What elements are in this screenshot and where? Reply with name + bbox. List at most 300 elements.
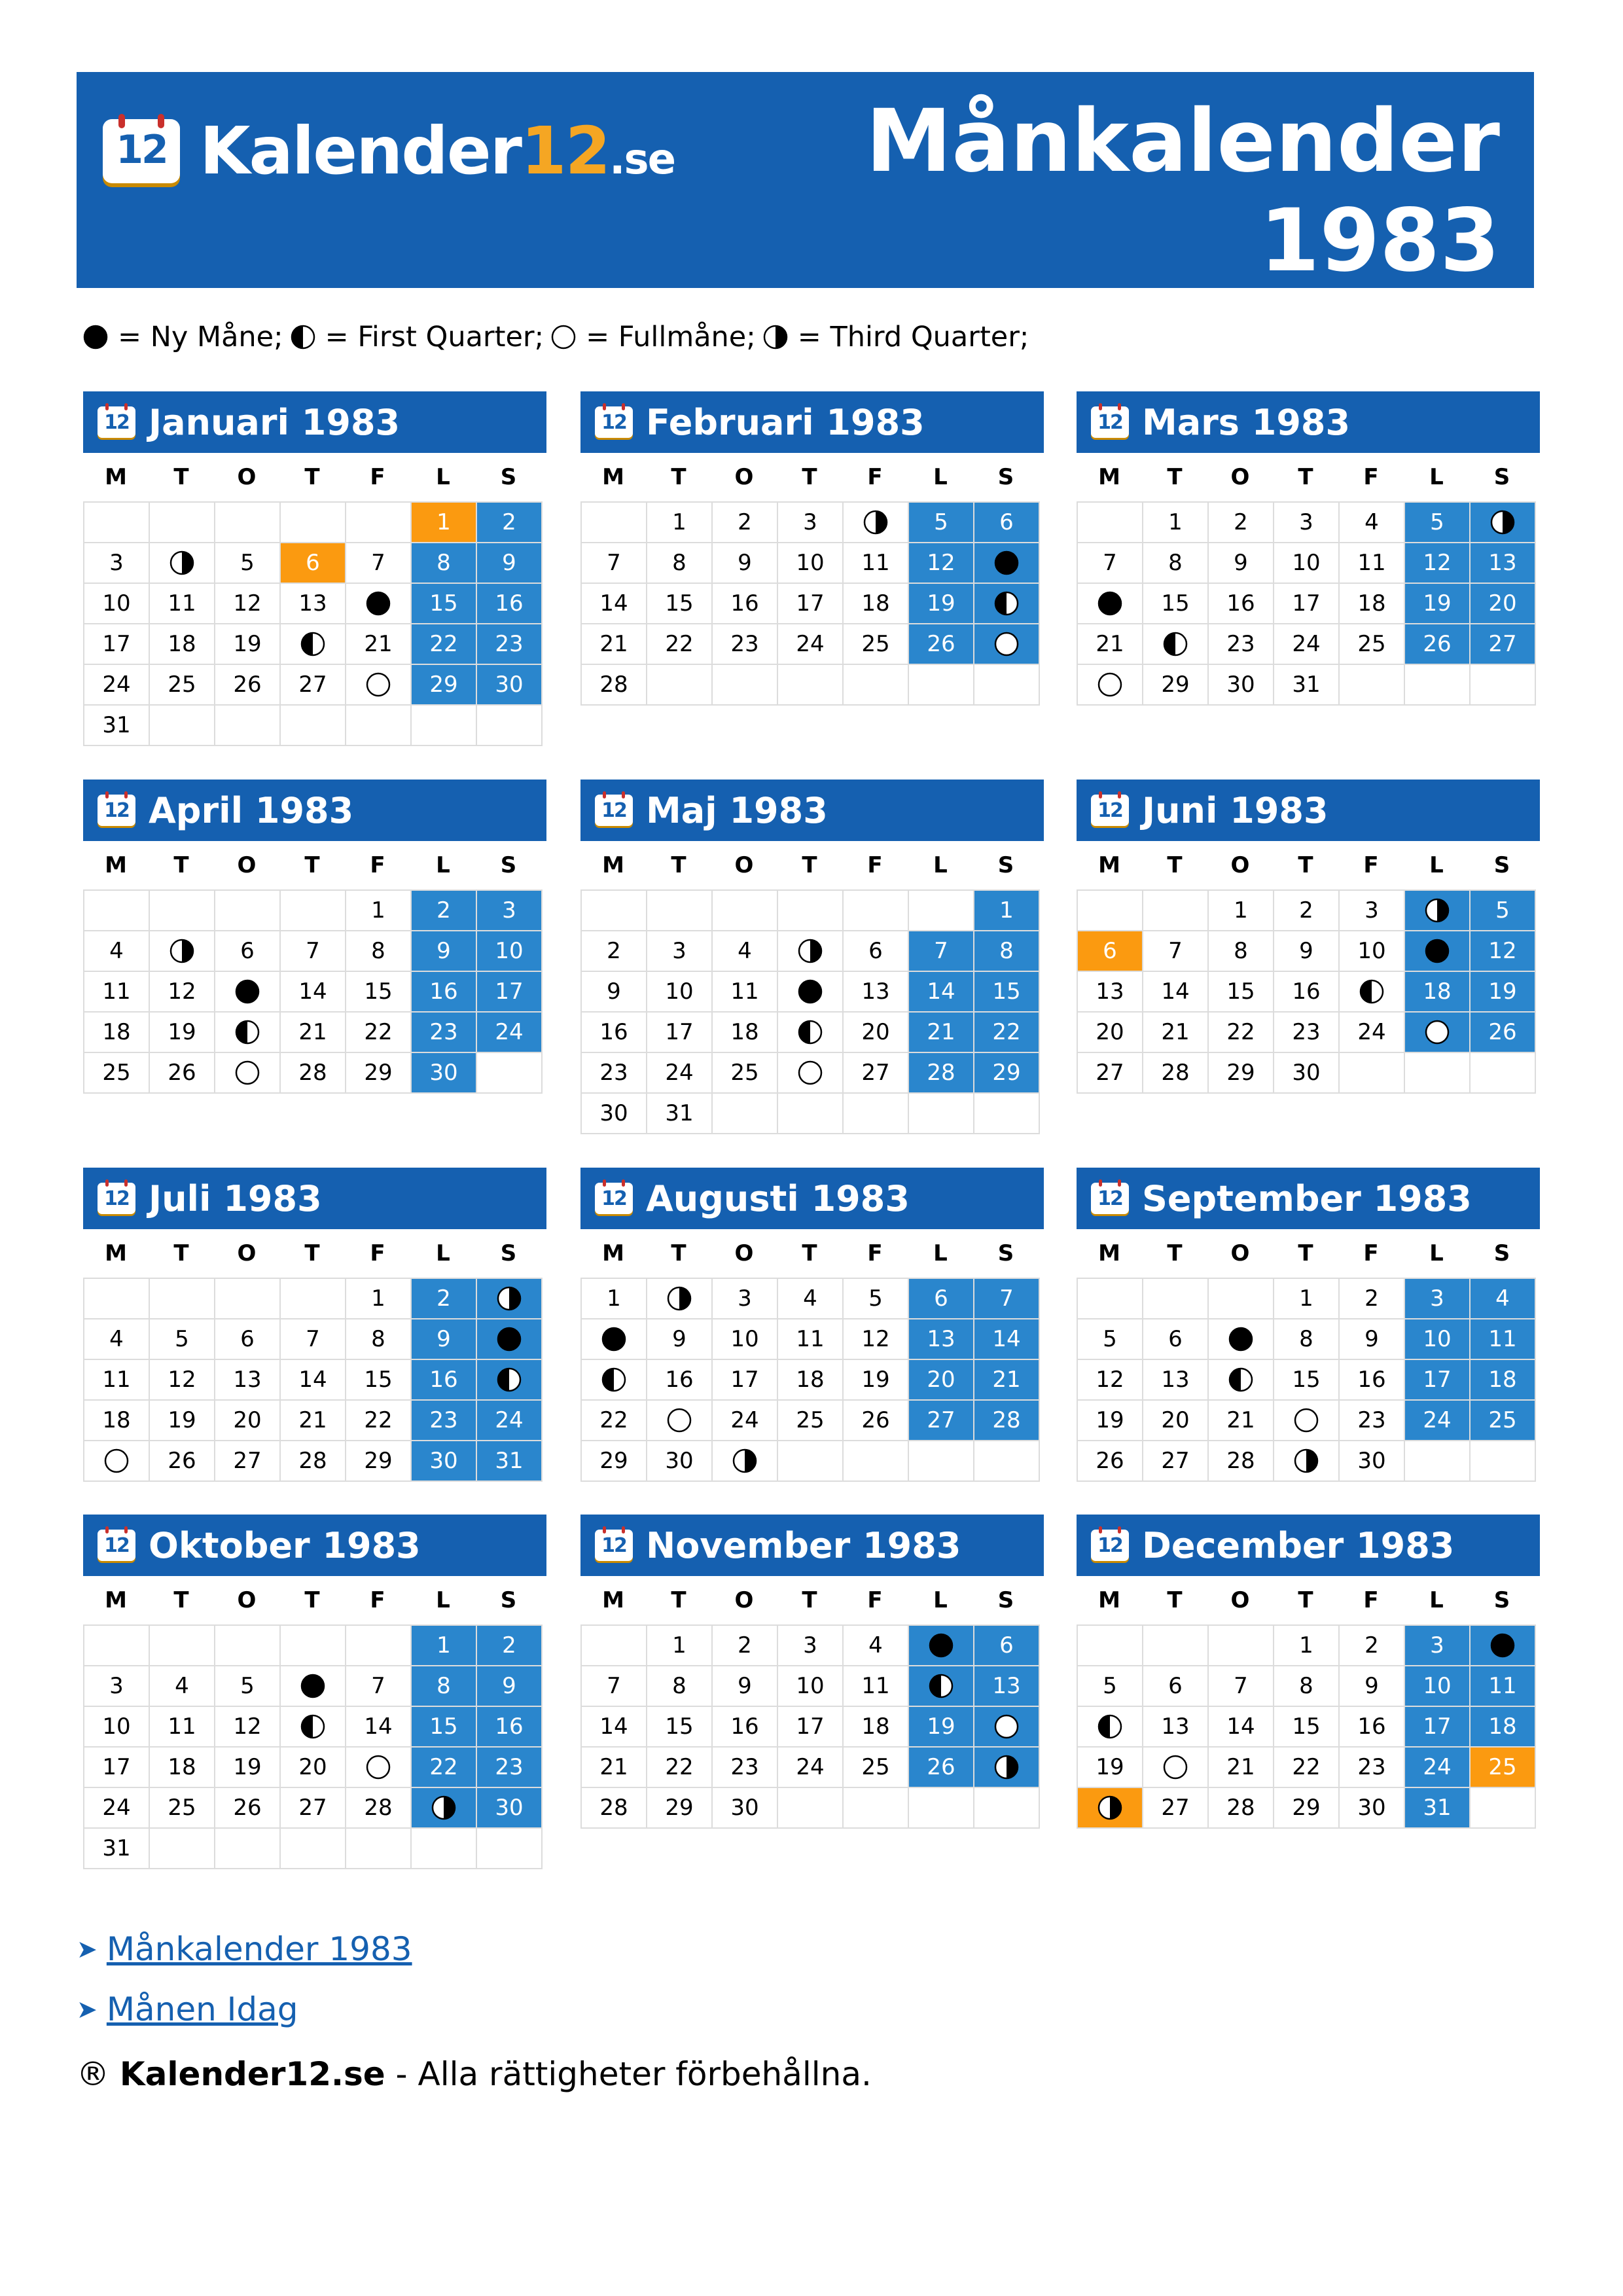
day-cell bbox=[974, 1748, 1040, 1788]
empty-day-cell bbox=[778, 1441, 844, 1482]
day-cell: 15 bbox=[346, 1360, 412, 1401]
day-cell: 17 bbox=[477, 972, 543, 1013]
day-cell: 27 bbox=[1471, 624, 1536, 665]
weekday-label: S bbox=[997, 464, 1014, 490]
day-cell: 24 bbox=[778, 624, 844, 665]
day-cell: 1 bbox=[412, 503, 477, 543]
new-moon-icon bbox=[1097, 590, 1123, 617]
day-cell: 29 bbox=[647, 1788, 713, 1829]
day-cell: 28 bbox=[1209, 1788, 1274, 1829]
day-cell: 25 bbox=[1471, 1748, 1536, 1788]
third-quarter-moon-icon bbox=[762, 324, 789, 350]
third-quarter-moon-icon bbox=[496, 1285, 522, 1312]
day-cell bbox=[1274, 1401, 1340, 1441]
day-cell: 22 bbox=[1209, 1013, 1274, 1053]
day-cell: 30 bbox=[412, 1441, 477, 1482]
footer-brand[interactable]: Kalender12.se bbox=[119, 2055, 385, 2093]
day-cell: 15 bbox=[647, 1707, 713, 1748]
day-cell: 19 bbox=[1078, 1748, 1143, 1788]
day-grid bbox=[1077, 889, 1536, 1094]
weekday-label: O bbox=[237, 1587, 257, 1613]
day-cell: 14 bbox=[582, 584, 647, 624]
day-cell: 6 bbox=[1143, 1666, 1209, 1707]
month-calendar bbox=[83, 780, 546, 1094]
day-cell: 29 bbox=[346, 1441, 412, 1482]
calendar-icon: 12 bbox=[1091, 793, 1129, 828]
month-title: Augusti 1983 bbox=[646, 1177, 910, 1219]
empty-day-cell bbox=[713, 891, 778, 931]
day-cell: 23 bbox=[582, 1053, 647, 1094]
full-moon-icon bbox=[234, 1060, 260, 1086]
empty-day-cell bbox=[1471, 1053, 1536, 1094]
empty-day-cell bbox=[909, 891, 974, 931]
weekday-label: S bbox=[997, 1240, 1014, 1266]
day-cell: 6 bbox=[1143, 1319, 1209, 1360]
day-cell: 29 bbox=[1274, 1788, 1340, 1829]
day-cell: 2 bbox=[1209, 503, 1274, 543]
month-calendar bbox=[1077, 391, 1540, 706]
day-cell: 21 bbox=[281, 1013, 346, 1053]
day-cell: 11 bbox=[150, 584, 215, 624]
day-cell: 19 bbox=[215, 1748, 281, 1788]
weekday-label: M bbox=[602, 1587, 624, 1613]
day-cell: 1 bbox=[346, 891, 412, 931]
legend-item bbox=[762, 321, 1029, 353]
day-cell: 12 bbox=[1405, 543, 1471, 584]
weekday-label: T bbox=[304, 852, 320, 878]
day-cell: 7 bbox=[909, 931, 974, 972]
day-cell: 23 bbox=[477, 1748, 543, 1788]
day-cell: 1 bbox=[1143, 503, 1209, 543]
empty-day-cell bbox=[1078, 891, 1143, 931]
day-cell: 23 bbox=[412, 1401, 477, 1441]
weekday-header bbox=[83, 1229, 541, 1278]
page-title-line1: Månkalender bbox=[865, 91, 1500, 192]
day-cell: 25 bbox=[778, 1401, 844, 1441]
day-cell: 8 bbox=[1209, 931, 1274, 972]
day-cell: 7 bbox=[346, 543, 412, 584]
day-cell: 26 bbox=[909, 624, 974, 665]
day-cell: 31 bbox=[647, 1094, 713, 1134]
full-moon-icon bbox=[993, 631, 1020, 657]
month-header bbox=[580, 1168, 1044, 1229]
day-cell: 22 bbox=[647, 1748, 713, 1788]
day-cell: 6 bbox=[215, 1319, 281, 1360]
day-cell: 28 bbox=[974, 1401, 1040, 1441]
day-cell: 1 bbox=[647, 1626, 713, 1666]
weekday-header bbox=[83, 841, 541, 889]
day-cell: 30 bbox=[1274, 1053, 1340, 1094]
day-cell bbox=[150, 931, 215, 972]
weekday-header bbox=[1077, 1229, 1535, 1278]
month-calendar bbox=[580, 391, 1044, 706]
day-cell: 22 bbox=[346, 1401, 412, 1441]
day-cell: 4 bbox=[844, 1626, 909, 1666]
day-cell: 18 bbox=[1471, 1707, 1536, 1748]
day-cell: 9 bbox=[477, 543, 543, 584]
day-cell: 16 bbox=[477, 1707, 543, 1748]
day-cell: 14 bbox=[582, 1707, 647, 1748]
day-cell: 21 bbox=[909, 1013, 974, 1053]
day-cell: 20 bbox=[909, 1360, 974, 1401]
new-moon-icon bbox=[1228, 1326, 1254, 1352]
weekday-label: L bbox=[1429, 464, 1444, 490]
calendar-icon: 12 bbox=[595, 404, 633, 440]
day-cell bbox=[281, 624, 346, 665]
empty-day-cell bbox=[1405, 1441, 1471, 1482]
day-cell: 30 bbox=[1340, 1788, 1405, 1829]
day-cell: 7 bbox=[281, 1319, 346, 1360]
day-cell bbox=[1274, 1441, 1340, 1482]
weekday-label: T bbox=[304, 464, 320, 490]
day-cell: 8 bbox=[1143, 543, 1209, 584]
empty-day-cell bbox=[1471, 1441, 1536, 1482]
day-cell bbox=[215, 1013, 281, 1053]
empty-day-cell bbox=[778, 1094, 844, 1134]
day-cell: 7 bbox=[582, 543, 647, 584]
day-cell bbox=[346, 1748, 412, 1788]
day-cell: 28 bbox=[281, 1441, 346, 1482]
weekday-label: M bbox=[1098, 1240, 1120, 1266]
day-cell: 18 bbox=[150, 1748, 215, 1788]
day-cell: 28 bbox=[1143, 1053, 1209, 1094]
month-header bbox=[83, 1168, 546, 1229]
third-quarter-moon-icon bbox=[1097, 1795, 1123, 1821]
empty-day-cell bbox=[844, 665, 909, 706]
month-header bbox=[1077, 780, 1540, 841]
day-cell: 1 bbox=[647, 503, 713, 543]
day-cell: 7 bbox=[1143, 931, 1209, 972]
day-cell: 27 bbox=[1143, 1441, 1209, 1482]
empty-day-cell bbox=[281, 891, 346, 931]
weekday-label: S bbox=[500, 1587, 517, 1613]
link-moon-today[interactable]: Månen Idag bbox=[106, 1990, 298, 2028]
day-cell: 3 bbox=[1340, 891, 1405, 931]
day-cell: 12 bbox=[215, 1707, 281, 1748]
day-cell: 21 bbox=[1143, 1013, 1209, 1053]
day-cell bbox=[477, 1319, 543, 1360]
empty-day-cell bbox=[778, 891, 844, 931]
day-cell: 16 bbox=[647, 1360, 713, 1401]
day-cell: 8 bbox=[346, 1319, 412, 1360]
day-cell: 14 bbox=[346, 1707, 412, 1748]
day-grid bbox=[83, 501, 543, 746]
empty-day-cell bbox=[1340, 665, 1405, 706]
empty-day-cell bbox=[909, 665, 974, 706]
weekday-label: F bbox=[1363, 1587, 1379, 1613]
month-title: Oktober 1983 bbox=[149, 1524, 421, 1566]
weekday-header bbox=[1077, 1576, 1535, 1624]
day-cell: 23 bbox=[1340, 1748, 1405, 1788]
empty-day-cell bbox=[778, 1788, 844, 1829]
day-cell: 16 bbox=[1340, 1360, 1405, 1401]
day-cell: 5 bbox=[1471, 891, 1536, 931]
link-item bbox=[77, 1923, 412, 1975]
day-cell: 30 bbox=[1340, 1441, 1405, 1482]
weekday-label: T bbox=[1167, 852, 1183, 878]
day-cell: 15 bbox=[1143, 584, 1209, 624]
day-cell bbox=[281, 1666, 346, 1707]
day-cell: 30 bbox=[713, 1788, 778, 1829]
day-cell: 23 bbox=[1340, 1401, 1405, 1441]
day-cell: 18 bbox=[1405, 972, 1471, 1013]
third-quarter-moon-icon bbox=[169, 550, 195, 576]
new-moon-icon bbox=[365, 590, 391, 617]
day-grid bbox=[580, 889, 1040, 1134]
day-cell: 31 bbox=[1405, 1788, 1471, 1829]
full-moon-icon bbox=[993, 1713, 1020, 1740]
month-header bbox=[1077, 391, 1540, 453]
day-cell: 1 bbox=[412, 1626, 477, 1666]
day-cell: 21 bbox=[582, 1748, 647, 1788]
weekday-label: L bbox=[436, 1240, 450, 1266]
day-cell: 12 bbox=[909, 543, 974, 584]
day-cell: 24 bbox=[1405, 1748, 1471, 1788]
empty-day-cell bbox=[974, 665, 1040, 706]
day-cell: 28 bbox=[582, 1788, 647, 1829]
day-cell: 25 bbox=[1471, 1401, 1536, 1441]
month-calendar bbox=[1077, 1515, 1540, 1829]
day-cell: 10 bbox=[647, 972, 713, 1013]
empty-day-cell bbox=[215, 503, 281, 543]
weekday-label: S bbox=[1493, 1240, 1510, 1266]
day-cell: 9 bbox=[647, 1319, 713, 1360]
weekday-label: O bbox=[1230, 464, 1250, 490]
day-cell: 15 bbox=[412, 584, 477, 624]
day-cell: 18 bbox=[778, 1360, 844, 1401]
new-moon-icon bbox=[601, 1326, 627, 1352]
weekday-header bbox=[83, 453, 541, 501]
day-cell bbox=[1078, 1788, 1143, 1829]
day-cell: 16 bbox=[1274, 972, 1340, 1013]
day-cell: 27 bbox=[281, 665, 346, 706]
month-header bbox=[580, 1515, 1044, 1576]
day-cell: 21 bbox=[1209, 1748, 1274, 1788]
empty-day-cell bbox=[1209, 1279, 1274, 1319]
day-cell: 6 bbox=[215, 931, 281, 972]
third-quarter-moon-icon bbox=[1424, 897, 1450, 924]
empty-day-cell bbox=[582, 503, 647, 543]
day-cell: 4 bbox=[84, 931, 150, 972]
day-cell bbox=[477, 1360, 543, 1401]
day-cell: 22 bbox=[974, 1013, 1040, 1053]
day-cell: 5 bbox=[1405, 503, 1471, 543]
day-cell: 17 bbox=[778, 584, 844, 624]
day-cell: 27 bbox=[844, 1053, 909, 1094]
weekday-label: T bbox=[1298, 852, 1313, 878]
day-cell: 30 bbox=[477, 1788, 543, 1829]
day-cell: 16 bbox=[1340, 1707, 1405, 1748]
month-title: November 1983 bbox=[646, 1524, 961, 1566]
empty-day-cell bbox=[909, 1788, 974, 1829]
day-cell: 3 bbox=[84, 543, 150, 584]
day-cell: 23 bbox=[477, 624, 543, 665]
day-cell: 29 bbox=[974, 1053, 1040, 1094]
day-cell: 22 bbox=[346, 1013, 412, 1053]
day-cell: 14 bbox=[909, 972, 974, 1013]
day-cell bbox=[412, 1788, 477, 1829]
day-cell bbox=[1209, 1319, 1274, 1360]
day-cell: 30 bbox=[412, 1053, 477, 1094]
day-cell bbox=[1405, 1013, 1471, 1053]
day-cell: 24 bbox=[1340, 1013, 1405, 1053]
day-cell: 25 bbox=[713, 1053, 778, 1094]
third-quarter-moon-icon bbox=[1293, 1448, 1319, 1474]
weekday-label: L bbox=[1429, 852, 1444, 878]
month-header bbox=[83, 780, 546, 841]
weekday-label: L bbox=[436, 464, 450, 490]
day-cell: 19 bbox=[1405, 584, 1471, 624]
empty-day-cell bbox=[1471, 665, 1536, 706]
day-cell: 11 bbox=[1471, 1319, 1536, 1360]
day-cell: 13 bbox=[909, 1319, 974, 1360]
day-cell bbox=[1078, 1707, 1143, 1748]
day-cell bbox=[1209, 1360, 1274, 1401]
day-cell: 8 bbox=[647, 543, 713, 584]
day-cell: 3 bbox=[1405, 1279, 1471, 1319]
empty-day-cell bbox=[1143, 1279, 1209, 1319]
weekday-label: T bbox=[802, 1240, 817, 1266]
day-cell: 6 bbox=[844, 931, 909, 972]
day-cell: 23 bbox=[713, 1748, 778, 1788]
new-moon-icon bbox=[1424, 938, 1450, 964]
month-header bbox=[83, 391, 546, 453]
site-logo[interactable] bbox=[103, 109, 675, 194]
day-cell bbox=[150, 543, 215, 584]
day-cell: 7 bbox=[281, 931, 346, 972]
day-cell: 18 bbox=[1340, 584, 1405, 624]
full-moon-icon bbox=[666, 1407, 692, 1433]
empty-day-cell bbox=[647, 665, 713, 706]
day-cell: 19 bbox=[844, 1360, 909, 1401]
empty-day-cell bbox=[1405, 1053, 1471, 1094]
day-cell: 26 bbox=[909, 1748, 974, 1788]
day-cell bbox=[647, 1279, 713, 1319]
full-moon-icon bbox=[365, 672, 391, 698]
weekday-header bbox=[1077, 841, 1535, 889]
day-cell: 10 bbox=[1340, 931, 1405, 972]
third-quarter-moon-icon bbox=[431, 1795, 457, 1821]
day-cell: 6 bbox=[974, 1626, 1040, 1666]
day-cell: 3 bbox=[778, 1626, 844, 1666]
calendar-icon: 12 bbox=[1091, 1528, 1129, 1563]
weekday-label: S bbox=[1493, 464, 1510, 490]
day-cell: 6 bbox=[281, 543, 346, 584]
empty-day-cell bbox=[1078, 1279, 1143, 1319]
day-cell: 22 bbox=[412, 624, 477, 665]
day-cell: 15 bbox=[1274, 1707, 1340, 1748]
day-cell: 4 bbox=[1471, 1279, 1536, 1319]
first-quarter-moon-icon bbox=[993, 590, 1020, 617]
day-cell: 1 bbox=[582, 1279, 647, 1319]
day-cell: 2 bbox=[412, 891, 477, 931]
day-cell: 16 bbox=[582, 1013, 647, 1053]
day-cell: 5 bbox=[1078, 1666, 1143, 1707]
day-cell: 3 bbox=[713, 1279, 778, 1319]
empty-day-cell bbox=[1340, 1053, 1405, 1094]
day-cell: 13 bbox=[1143, 1707, 1209, 1748]
day-cell: 12 bbox=[150, 972, 215, 1013]
weekday-label: T bbox=[802, 464, 817, 490]
day-cell: 31 bbox=[84, 1829, 150, 1869]
day-cell: 8 bbox=[647, 1666, 713, 1707]
day-cell: 20 bbox=[281, 1748, 346, 1788]
day-cell: 28 bbox=[281, 1053, 346, 1094]
day-cell bbox=[778, 972, 844, 1013]
weekday-label: S bbox=[1493, 1587, 1510, 1613]
empty-day-cell bbox=[974, 1441, 1040, 1482]
day-cell: 18 bbox=[84, 1013, 150, 1053]
empty-day-cell bbox=[1209, 1626, 1274, 1666]
day-cell: 21 bbox=[582, 624, 647, 665]
month-calendar bbox=[83, 1168, 546, 1482]
empty-day-cell bbox=[713, 1094, 778, 1134]
full-moon-icon bbox=[550, 324, 577, 350]
day-cell: 11 bbox=[713, 972, 778, 1013]
calendar-icon: 12 bbox=[98, 793, 135, 828]
calendar-icon: 12 bbox=[98, 404, 135, 440]
empty-day-cell bbox=[84, 503, 150, 543]
calendar-icon: 12 bbox=[98, 1528, 135, 1563]
weekday-label: T bbox=[1298, 1587, 1313, 1613]
weekday-label: M bbox=[1098, 1587, 1120, 1613]
empty-day-cell bbox=[281, 1279, 346, 1319]
day-cell: 19 bbox=[909, 584, 974, 624]
day-cell: 16 bbox=[713, 1707, 778, 1748]
empty-day-cell bbox=[215, 706, 281, 746]
link-moon-calendar[interactable]: Månkalender 1983 bbox=[106, 1930, 412, 1968]
day-cell: 5 bbox=[844, 1279, 909, 1319]
day-cell bbox=[974, 1707, 1040, 1748]
full-moon-icon bbox=[103, 1448, 130, 1474]
weekday-label: L bbox=[1429, 1587, 1444, 1613]
empty-day-cell bbox=[346, 1626, 412, 1666]
new-moon-icon bbox=[993, 550, 1020, 576]
empty-day-cell bbox=[346, 1829, 412, 1869]
day-cell: 19 bbox=[1078, 1401, 1143, 1441]
empty-day-cell bbox=[150, 706, 215, 746]
first-quarter-moon-icon bbox=[1097, 1713, 1123, 1740]
day-cell: 13 bbox=[281, 584, 346, 624]
empty-day-cell bbox=[412, 706, 477, 746]
day-cell: 20 bbox=[1078, 1013, 1143, 1053]
empty-day-cell bbox=[150, 1279, 215, 1319]
empty-day-cell bbox=[215, 1626, 281, 1666]
day-cell: 18 bbox=[84, 1401, 150, 1441]
day-cell: 22 bbox=[647, 624, 713, 665]
calendar-icon: 12 bbox=[595, 793, 633, 828]
day-cell: 7 bbox=[1078, 543, 1143, 584]
month-title: Februari 1983 bbox=[646, 401, 925, 443]
day-cell bbox=[477, 1279, 543, 1319]
weekday-label: F bbox=[1363, 1240, 1379, 1266]
footer bbox=[77, 2055, 872, 2093]
weekday-label: T bbox=[671, 464, 687, 490]
day-cell: 1 bbox=[974, 891, 1040, 931]
day-cell: 6 bbox=[1078, 931, 1143, 972]
day-cell: 9 bbox=[713, 1666, 778, 1707]
weekday-label: T bbox=[1298, 464, 1313, 490]
weekday-header bbox=[580, 453, 1039, 501]
day-cell: 3 bbox=[778, 503, 844, 543]
empty-day-cell bbox=[713, 665, 778, 706]
day-cell: 2 bbox=[713, 1626, 778, 1666]
day-cell: 10 bbox=[778, 543, 844, 584]
day-cell: 14 bbox=[974, 1319, 1040, 1360]
day-cell: 8 bbox=[412, 1666, 477, 1707]
legend-item bbox=[550, 321, 756, 353]
day-cell: 10 bbox=[84, 1707, 150, 1748]
